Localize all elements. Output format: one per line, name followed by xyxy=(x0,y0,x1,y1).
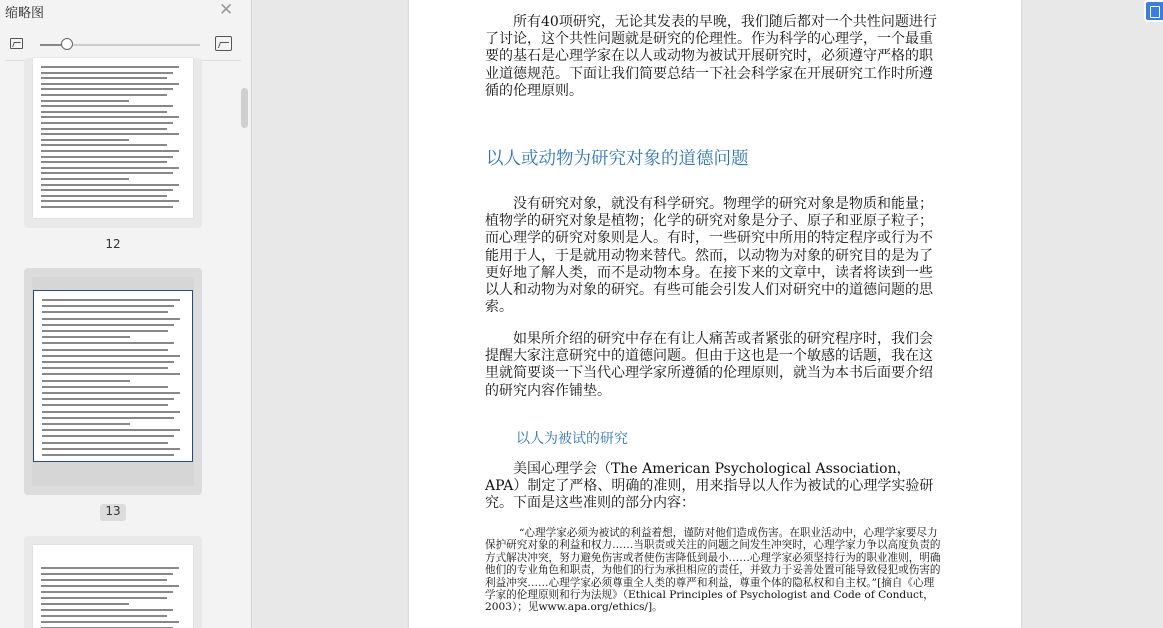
large-image-icon[interactable] xyxy=(215,36,232,51)
thumbnail-text-line xyxy=(42,429,180,431)
thumbnail-text-line xyxy=(41,167,179,169)
sidebar-scrollbar[interactable] xyxy=(241,88,248,128)
thumbnail-text-line xyxy=(41,105,173,107)
thumbnail-text-line xyxy=(42,398,174,400)
thumbnail-text-line xyxy=(42,349,168,351)
thumbnail-text-line xyxy=(41,609,173,611)
slider-knob[interactable] xyxy=(61,38,73,50)
thumbnail-sidebar xyxy=(0,0,252,628)
thumbnail-text-line xyxy=(42,305,174,307)
thumbnail-page-12[interactable] xyxy=(24,58,202,228)
thumbnail-text-line xyxy=(41,161,167,163)
thumbnail-text-line xyxy=(41,88,173,90)
thumbnail-text-line xyxy=(42,342,174,344)
thumbnail-text-line xyxy=(42,361,174,363)
thumbnail-text-line xyxy=(41,133,179,135)
thumbnail-text-line xyxy=(41,615,167,617)
small-image-icon[interactable] xyxy=(10,38,23,49)
thumbnail-page-number: 13 xyxy=(100,504,126,521)
thumbnail-text-line xyxy=(41,72,173,74)
thumbnail-text-line xyxy=(42,330,168,332)
thumbnail-text-line xyxy=(41,621,179,623)
thumbnail-text-line xyxy=(42,324,174,326)
translate-icon[interactable] xyxy=(1144,0,1163,22)
thumbnail-text-line xyxy=(42,392,180,394)
thumbnail-text-line xyxy=(41,189,173,191)
thumbnail-text-line xyxy=(42,380,130,382)
thumbnail-text-line xyxy=(41,100,129,102)
thumbnail-text-line xyxy=(41,200,179,202)
thumbnail-text-line xyxy=(41,83,179,85)
subsection-heading: 以人为被试的研究 xyxy=(516,431,628,447)
close-icon[interactable]: ✕ xyxy=(219,0,234,20)
thumbnail-page-13[interactable] xyxy=(24,268,202,495)
thumbnail-text-line xyxy=(42,299,180,301)
thumbnail-text-line xyxy=(41,144,167,146)
paragraph-3 xyxy=(485,461,943,513)
thumbnail-text-line xyxy=(41,597,167,599)
thumbnail-text-line xyxy=(42,318,180,320)
block-quote xyxy=(485,527,943,614)
thumbnail-text-line xyxy=(42,448,180,450)
thumbnail-text-line xyxy=(41,66,179,68)
paragraph-text: 所有40项研究，无论其发表的早晚，我们随后都对一个共性问题进行了讨论，这个共性问题就是研究的伦理性。作为科学的心理学，一个最重要的基石是心理学家在以人或动物为被试开展研究时，必须遵守严格的职业道德规范。下面让我们简要总结一下社会科学家在开展研究工作时所遵循的伦理原则。 xyxy=(485,14,937,99)
thumbnail-text-line xyxy=(41,116,179,118)
thumbnail-text-line xyxy=(42,367,168,369)
thumbnail-text-line xyxy=(41,585,179,587)
thumbnail-text-line xyxy=(41,573,173,575)
paragraph-text: 美国心理学会（The American Psychological Association，APA）制定了严格、明确的准则，用来指导以人作为被试的心理学实验研究。下面是这些准则的部分内容： xyxy=(485,461,934,512)
sidebar-title: 缩略图 xyxy=(5,6,45,21)
thumbnail-image xyxy=(33,545,193,628)
thumbnail-page-14[interactable] xyxy=(24,536,202,628)
thumbnail-text-line xyxy=(41,172,173,174)
thumbnail-text-line xyxy=(42,411,180,413)
thumbnail-text-line xyxy=(42,355,180,357)
thumbnail-text-line xyxy=(42,423,130,425)
quote-text: “心理学家必须为被试的利益着想，谨防对他们造成伤害。在职业活动中，心理学家要尽力保护研究对象的利益和权力……当职责或关注的问题之间发生冲突时，心理学家力争以高度负责的方式解决冲突，努力避免伤害或者使伤害降低到最小……心理学家必须坚持行为的职业准则，明确他们的专业角色和职责，为他们的行为承担相应的责任，并致力于妥善处置可能导致侵犯或伤害的利益冲突……心理学家必须尊重全人类的尊严和利益，尊重个体的隐私权和自主权。”[摘自《心理学家的伦理原则和行为法规》（Ethical Principles of Psychologist and Code of Conduct，2003）；见www.apa.org/ethics/]。 xyxy=(485,527,941,614)
thumbnail-text-line xyxy=(41,206,173,208)
thumbnail-text-line xyxy=(41,178,129,180)
intro-paragraph xyxy=(485,14,943,100)
thumbnail-text-line xyxy=(41,603,129,605)
thumbnail-text-line xyxy=(41,184,179,186)
thumbnail-text-line xyxy=(42,386,168,388)
thumbnail-text-line xyxy=(41,579,167,581)
paragraph-2 xyxy=(485,331,943,400)
thumbnail-text-line xyxy=(42,404,168,406)
paragraph-text: 如果所介绍的研究中存在有让人痛苦或者紧张的研究程序时，我们会提醒大家注意研究中的道德问题。但由于这也是一个敏感的话题，我在这里就简要谈一下当代心理学家所遵循的伦理原则，就当为本书后面要介绍的研究内容作铺垫。 xyxy=(485,331,933,399)
thumbnail-text-line xyxy=(41,591,173,593)
thumbnail-image xyxy=(33,58,193,218)
thumbnail-text-line xyxy=(41,150,179,152)
thumbnail-text-line xyxy=(42,373,180,375)
thumbnail-text-line xyxy=(42,311,168,313)
thumbnail-text-line xyxy=(41,77,167,79)
section-heading: 以人或动物为研究对象的道德问题 xyxy=(486,149,749,169)
paragraph-1 xyxy=(485,196,943,316)
thumbnail-page-number: 12 xyxy=(105,237,121,251)
thumbnail-size-toolbar xyxy=(0,30,251,58)
thumbnail-text-line xyxy=(41,94,167,96)
thumbnail-text-line xyxy=(41,128,167,130)
thumbnail-text-line xyxy=(42,442,168,444)
document-page xyxy=(409,0,1021,628)
thumbnail-text-line xyxy=(42,454,174,456)
thumbnail-text-line xyxy=(41,156,173,158)
thumbnail-text-line xyxy=(42,336,130,338)
thumbnail-text-line xyxy=(41,111,167,113)
thumbnail-image xyxy=(33,278,193,485)
thumbnail-text-line xyxy=(41,122,173,124)
thumbnail-text-line xyxy=(42,435,174,437)
paragraph-text: 没有研究对象，就没有科学研究。物理学的研究对象是物质和能量；植物学的研究对象是植物；化学的研究对象是分子、原子和亚原子粒子；而心理学的研究对象则是人。有时，一些研究中所用的特定程序或行为不能用于人，于是就用动物来替代。然而，以动物为对象的研究目的是为了更好地了解人类，而不是动物本身。在接下来的文章中，读者将读到一些以人和动物为对象的研究。有些可能会引发人们对研究中的道德问题的思索。 xyxy=(485,196,933,316)
thumbnail-text-line xyxy=(42,417,174,419)
thumbnail-text-line xyxy=(41,567,179,569)
thumbnail-text-line xyxy=(41,195,167,197)
thumbnail-text-line xyxy=(41,139,129,141)
